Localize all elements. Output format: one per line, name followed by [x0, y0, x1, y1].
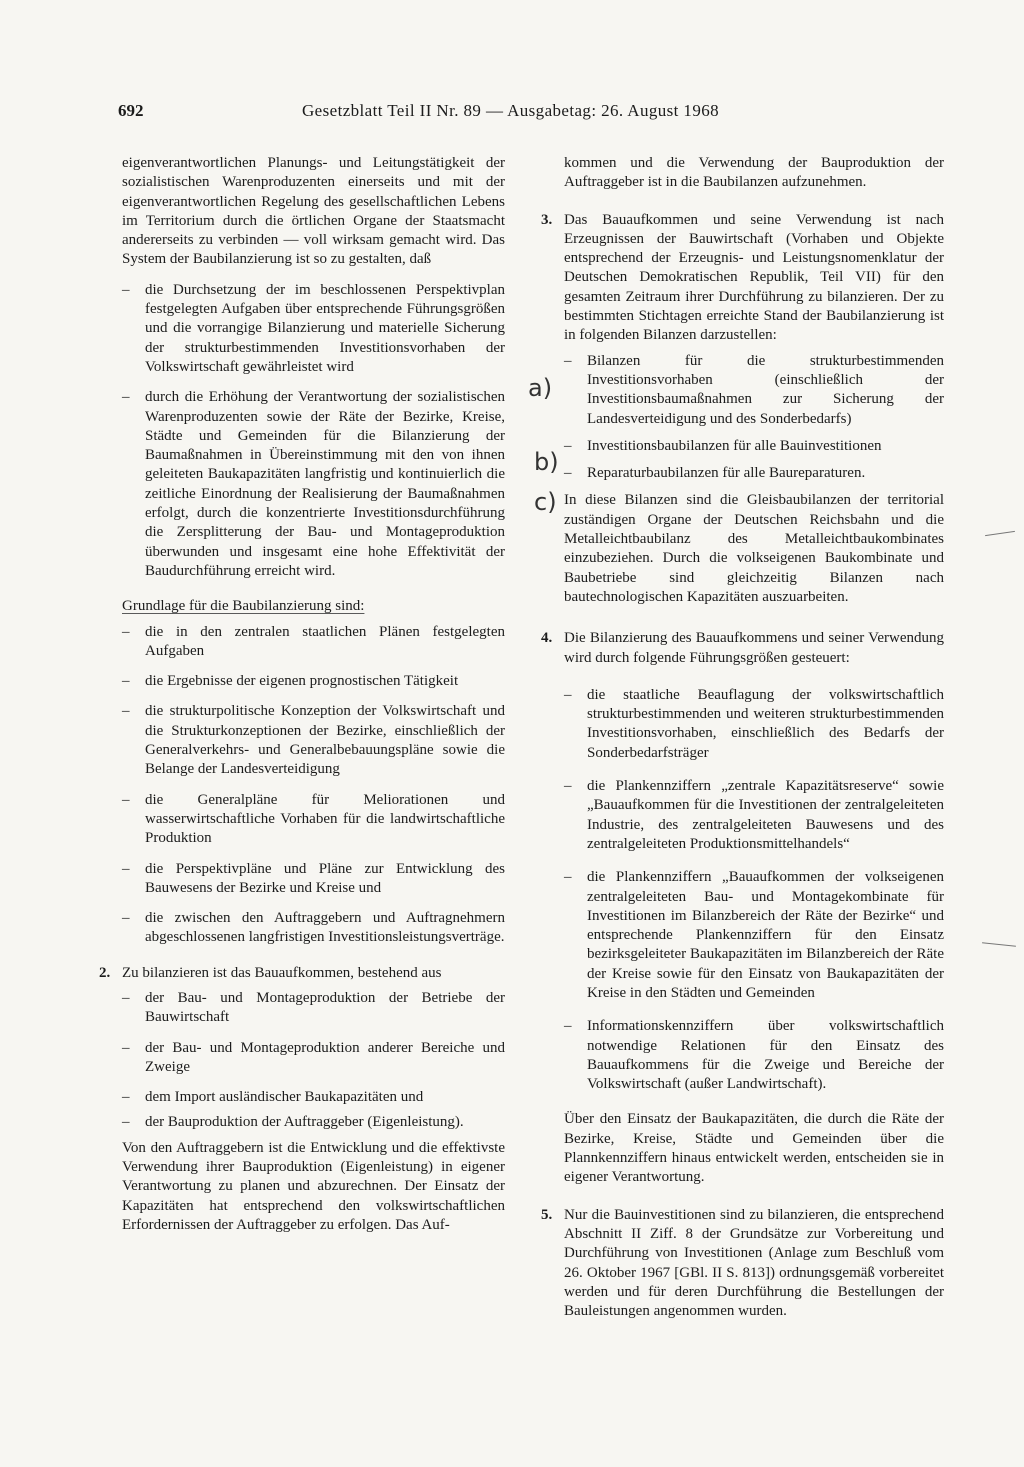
dash-bullet: –: [122, 281, 130, 298]
dash-bullet: –: [564, 352, 572, 369]
dash-bullet: –: [122, 623, 130, 640]
list-item-text: die Ergebnisse der eigenen prognostischen Tätigkeit: [145, 673, 459, 690]
handwritten-note-a: a): [528, 374, 553, 402]
list-item: [122, 1039, 505, 1078]
dash-bullet: –: [122, 703, 130, 720]
page-number: 692: [118, 101, 144, 120]
list-item: [122, 860, 505, 899]
section-text: Die Bilanzierung des Bauaufkommens und seiner Verwendung wird durch folgende Führungsgrößen gesteuert:: [564, 630, 944, 666]
list-item-text: die strukturpolitische Konzeption der Volkswirtschaft und die Strukturkonzeptionen der Bezirke, einschließlich der Generalverkehrs- und Generalbebauungspläne sowie die Belange der Landesverteidigung: [145, 703, 505, 778]
handwritten-note-b: b): [534, 448, 559, 476]
list-item: [122, 281, 505, 377]
list-item-text: der Bau- und Montageproduktion anderer Bereiche und Zweige: [145, 1039, 505, 1075]
list-item-text: Investitionsbaubilanzen für alle Bauinvestitionen: [587, 437, 882, 454]
list-item: [564, 868, 944, 1003]
dash-bullet: –: [122, 791, 130, 808]
list-item-text: der Bauproduktion der Auftraggeber (Eigenleistung).: [145, 1114, 464, 1131]
left-intro-paragraph: eigenverantwortlichen Planungs- und Leitungstätigkeit der sozialistischen Warenproduzenten einerseits und mit der eigenverantwortlichen Regelung des gesellschaftlichen Lebens im Territorium durch die örtlichen Organe der Staatsmacht andererseits zu verbinden — voll wirksam gemacht wird. Das System der Baubilanzierung ist so zu gestalten, daß: [122, 155, 505, 268]
section-2: [99, 964, 505, 983]
list-item: [122, 623, 505, 662]
list-item-text: Informationskennziffern über volkswirtschaftlich notwendige Relationen für den Einsatz des Bauaufkommens für die Zweige und Bereiche der Volkswirtschaft (außer Landwirtschaft).: [587, 1018, 944, 1093]
section-4-paragraph: Über den Einsatz der Baukapazitäten, die durch die Räte der Bezirke, Kreise, Städte und Gemeinden über die Plannkennziffern hinaus entwickelt werden, entscheiden sie in eigener Verantwortung.: [564, 1111, 944, 1186]
list-item: [122, 909, 505, 948]
list-item: [122, 989, 505, 1028]
list-item-text: die staatliche Beauflagung der volkswirtschaftlich strukturbestimmenden und weiteren strukturbestimmenden Investitionsvorhaben, einschließlich des Bedarfs der Sonderbedarfsträger: [587, 686, 944, 761]
list-item: [564, 777, 944, 854]
list-item: [564, 464, 944, 483]
list-item-text: durch die Erhöhung der Verantwortung der sozialistischen Warenproduzenten sowie der Räte der Bezirke, Kreise, Städte und Gemeinden für die Bilanzierung der Baumaßnahmen in Übereinstimmung mit den von ihnen geleiteten Baukapazitäten langfristig und kontinuierlich die zeitliche Einordnung der Realisierung der Baumaßnahmen erfolgt, durch die konzentrierte Investitionsdurchführung die Zersplitterung der Bau- und Montageproduktion überwunden und insgesamt eine hohe Effektivität der Baudurchführung erreicht wird.: [145, 389, 505, 579]
list-item-text: der Bau- und Montageproduktion der Betriebe der Bauwirtschaft: [145, 989, 505, 1026]
dash-bullet: –: [564, 686, 572, 703]
dash-bullet: –: [122, 1039, 130, 1056]
list-item: [564, 686, 944, 763]
dash-bullet: –: [122, 860, 130, 877]
section-number: 4.: [541, 630, 553, 647]
list-item: [122, 1088, 505, 1107]
list-item-text: die zwischen den Auftraggebern und Auftragnehmern abgeschlossenen langfristigen Investitionsleistungsverträge.: [145, 910, 505, 946]
list-item: [122, 388, 505, 581]
list-item: [122, 1113, 505, 1132]
list-item-text: die Plankennziffern „Bauaufkommen der volkseigenen zentralgeleiteten Bau- und Montagekombinate für Investitionen im Bilanzbereich der Räte der Bezirke“ und entsprechende Plankennziffern für den Einsatz bezirksgeleiteter Baukapazitäten im Bilanzbereich der Räte der Kreise sowie für den Einsatz von Baukapazitäten der Kreise in den Städten und Gemeinden: [587, 869, 944, 1001]
list-item: [122, 672, 505, 691]
list-item-text: die in den zentralen staatlichen Plänen festgelegten Aufgaben: [145, 623, 505, 659]
handwritten-note-c: c): [534, 488, 557, 516]
section-number: 5.: [541, 1206, 553, 1223]
dash-bullet: –: [122, 1089, 130, 1106]
list-item-text: die Generalpläne für Meliorationen und wasserwirtschaftliche Vorhaben für die landwirtschaftliche Produktion: [145, 791, 505, 847]
dash-bullet: –: [564, 465, 572, 482]
dash-bullet: –: [122, 910, 130, 927]
page-header: [118, 101, 928, 125]
section-text: Zu bilanzieren ist das Bauaufkommen, bestehend aus: [122, 964, 442, 981]
dash-bullet: –: [122, 389, 130, 406]
list-item: [564, 437, 944, 456]
gazette-title: Gesetzblatt Teil II Nr. 89 — Ausgabetag: 26. August 1968: [302, 101, 720, 120]
list-item: [564, 352, 944, 429]
section-text: Nur die Bauinvestitionen sind zu bilanzieren, die entsprechend Abschnitt II Ziff. 8 der Grundsätze zur Vorbereitung und Durchführung von Investitionen (Anlage zum Beschluß vom 26. Oktober 1967 [GBl. II S. 813]) ordnungsgemäß vorbereitet werden und für deren Durchführung die Bestellungen der Bauleistungen angenommen wurden.: [564, 1206, 944, 1320]
left-column: [99, 154, 505, 1246]
left-closing-paragraph: Von den Auftraggebern ist die Entwicklung und die effektivste Verwendung ihrer Bauproduktion (Eigenleistung) in eigener Verantwortung zu planen und abzurechnen. Der Einsatz der Kapazitäten hat entsprechend den volkswirtschaftlichen Erfordernissen der Auftraggeber zu erfolgen. Das Auf-: [122, 1139, 505, 1233]
dash-bullet: –: [564, 778, 572, 795]
list-item: [122, 702, 505, 779]
section-text: Das Bauaufkommen und seine Verwendung ist nach Erzeugnissen der Bauwirtschaft (Vorhaben und Objekte entsprechend der Erzeugnis- und Leistungsnomenklatur der Deutschen Demokratischen Republik, Teil VII) für den gesamten Zeitraum ihrer Durchführung zu bilanzieren. Der zu bestimmten Stichtagen erreichte Stand der Baubilanzierung ist in folgenden Bilanzen darzustellen:: [564, 211, 944, 344]
section-3-paragraph: In diese Bilanzen sind die Gleisbaubilanzen der territorial zuständigen Organe der Deutschen Reichsbahn und die Metalleichtbaubilanz des Metalleichtbaukombinates einzubeziehen. Durch die volkseigenen Baukombinate und Baubetriebe sind gleichzeitig Bilanzen nach bautechnologischen Kapazitäten auszuarbeiten.: [564, 492, 944, 605]
pen-mark: [985, 531, 1015, 536]
list-item-text: die Durchsetzung der im beschlossenen Perspektivplan festgelegten Aufgaben über entsprechende Führungsgrößen und die vorrangige Bilanzierung und materielle Sicherung der strukturbestimmenden Investitionsvorhaben der Volkswirtschaft gewährleistet wird: [145, 281, 505, 375]
section-number: 2.: [99, 964, 111, 981]
dash-bullet: –: [122, 673, 130, 690]
dash-bullet: –: [564, 1018, 572, 1035]
list-item-text: dem Import ausländischer Baukapazitäten und: [145, 1089, 424, 1106]
section-number: 3.: [541, 211, 553, 228]
list-item-text: die Perspektivpläne und Pläne zur Entwicklung des Bauwesens der Bezirke und Kreise und: [145, 860, 505, 896]
pen-mark: [982, 942, 1016, 947]
list-item: [564, 1017, 944, 1094]
dash-bullet: –: [564, 437, 572, 454]
section-3: [541, 211, 944, 346]
dash-bullet: –: [122, 1114, 130, 1131]
section-5: [541, 1206, 944, 1322]
grundlage-heading: Grundlage für die Baubilanzierung sind:: [122, 598, 365, 615]
right-column: [541, 154, 944, 1332]
list-item: [122, 791, 505, 849]
dash-bullet: –: [564, 869, 572, 886]
list-item-text: die Plankennziffern „zentrale Kapazitätsreserve“ sowie „Bauaufkommen für die Investitionen der zentralgeleiteten Industrie, des zentralgeleiteten Bauwesens und des zentralgeleiteten Produktionsmittelhandels“: [587, 778, 944, 852]
list-item-text: Bilanzen für die strukturbestimmenden Investitionsvorhaben (einschließlich der Investitionsbaumaßnahmen zur Sicherung der Landesverteidigung und des Sonderbedarfs): [587, 352, 944, 427]
dash-bullet: –: [122, 989, 130, 1006]
list-item-text: Reparaturbaubilanzen für alle Baureparaturen.: [587, 465, 866, 482]
section-4: [541, 629, 944, 668]
right-intro-paragraph: kommen und die Verwendung der Bauproduktion der Auftraggeber ist in die Baubilanzen aufzunehmen.: [564, 155, 944, 191]
